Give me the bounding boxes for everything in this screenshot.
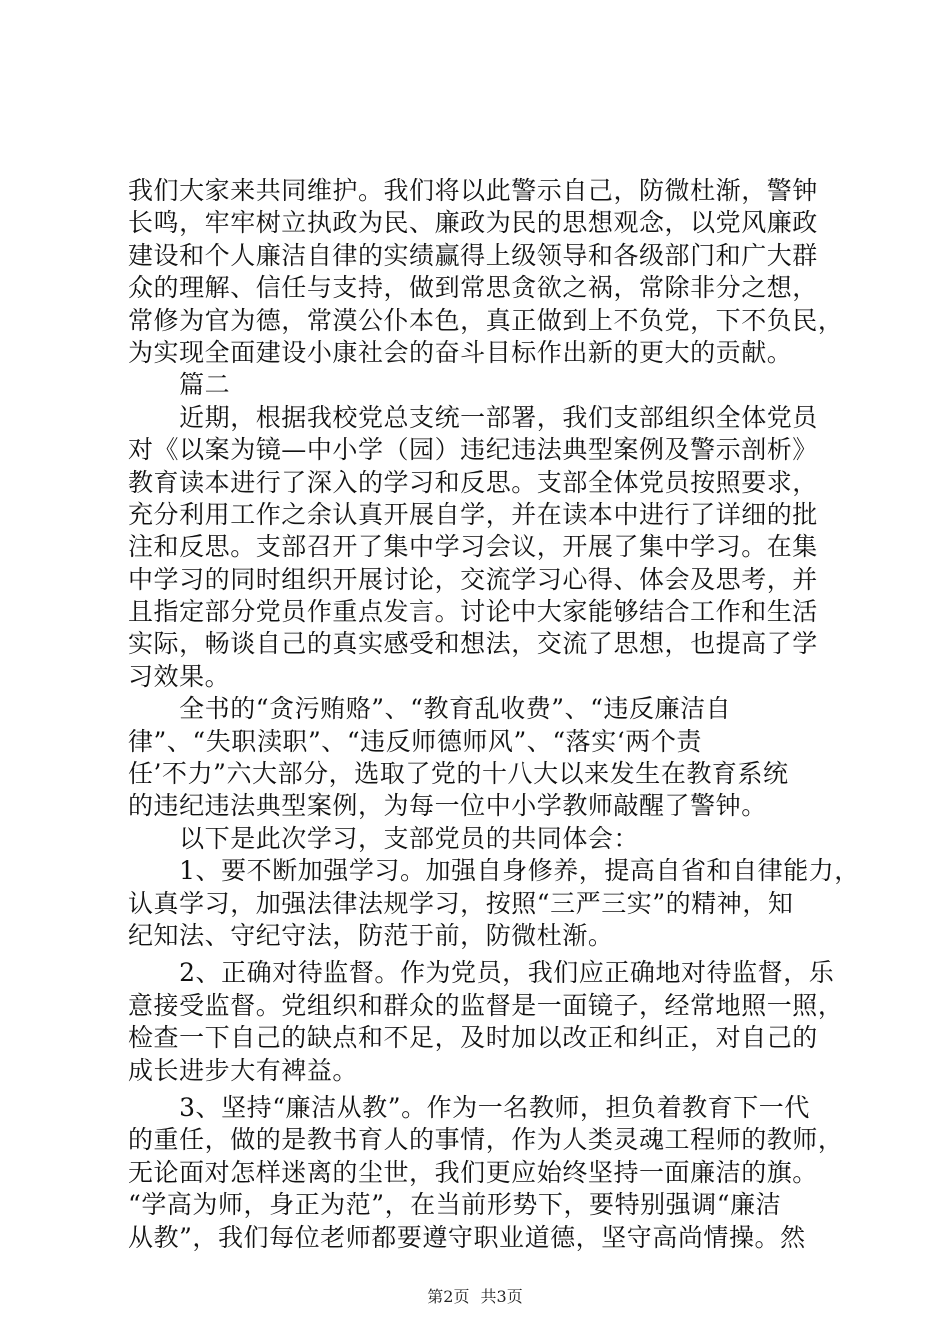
- text-line: 从教”，我们每位老师都要遵守职业道德，坚守高尚情操。然: [128, 1222, 806, 1252]
- text-line: 的重任，做的是教书育人的事情，作为人类灵魂工程师的教师，: [128, 1125, 844, 1155]
- text-line: 近期，根据我校党总支统一部署，我们支部组织全体党员: [128, 402, 818, 432]
- page-total: 共3页: [480, 1287, 523, 1306]
- text-line: 2、正确对待监督。作为党员，我们应正确地对待监督，乐: [128, 958, 835, 988]
- text-line: 检查一下自己的缺点和不足，及时加以改正和纠正，对自己的: [128, 1023, 818, 1053]
- text-line: 常修为官为德，常漠公仆本色，真正做到上不负党，下不负民，: [128, 305, 844, 335]
- text-line: “学高为师，身正为范”，在当前形势下，要特别强调“廉洁: [128, 1190, 782, 1220]
- text-line: 纪知法、守纪守法，防范于前，防微杜渐。: [128, 920, 614, 950]
- section-heading: 篇二: [128, 370, 231, 400]
- text-line: 建设和个人廉洁自律的实绩赢得上级领导和各级部门和广大群: [128, 240, 818, 270]
- text-line: 我们大家来共同维护。我们将以此警示自己，防微杜渐，警钟: [128, 176, 818, 205]
- document-body: [128, 175, 860, 1254]
- text-line: 实际，畅谈自己的真实感受和想法，交流了思想，也提高了学: [128, 629, 818, 659]
- text-line: 3、坚持“廉洁从教”。作为一名教师，担负着教育下一代: [128, 1092, 810, 1122]
- text-line: 为实现全面建设小康社会的奋斗目标作出新的更大的贡献。: [128, 337, 793, 367]
- text-line: 认真学习，加强法律法规学习，按照“三严三实”的精神，知: [128, 888, 794, 918]
- text-line: 律”、“失职渎职”、“违反师德师风”、“落实‘两个责: [128, 726, 702, 756]
- text-line: 以下是此次学习，支部党员的共同体会：: [128, 823, 640, 853]
- text-line: 充分利用工作之余认真开展自学，并在读本中进行了详细的批: [128, 499, 818, 529]
- text-line: 众的理解、信任与支持，做到常思贪欲之祸，常除非分之想，: [128, 273, 818, 303]
- text-line: 的违纪违法典型案例，为每一位中小学教师敲醒了警钟。: [128, 791, 767, 821]
- text-line: 注和反思。支部召开了集中学习会议，开展了集中学习。在集: [128, 532, 818, 562]
- text-line: 1、要不断加强学习。加强自身修养，提高自省和自律能力，: [128, 856, 860, 886]
- text-line: 长鸣，牢牢树立执政为民、廉政为民的思想观念，以党风廉政: [128, 208, 818, 238]
- page-number: 第2页: [427, 1287, 470, 1306]
- text-line: 且指定部分党员作重点发言。讨论中大家能够结合工作和生活: [128, 597, 818, 627]
- text-line: 习效果。: [128, 661, 231, 691]
- text-line: 全书的“贪污贿赂”、“教育乱收费”、“违反廉洁自: [128, 694, 732, 724]
- text-line: 教育读本进行了深入的学习和反思。支部全体党员按照要求，: [128, 467, 818, 497]
- text-line: 成长进步大有裨益。: [128, 1055, 358, 1085]
- text-line: 对《以案为镜—中小学（园）违纪违法典型案例及警示剖析》: [128, 435, 818, 465]
- page-footer: [0, 1284, 950, 1307]
- text-line: 意接受监督。党组织和群众的监督是一面镜子，经常地照一照，: [128, 990, 844, 1020]
- text-line: 无论面对怎样迷离的尘世，我们更应始终坚持一面廉洁的旗。: [128, 1157, 818, 1187]
- text-line: 任’不力”六大部分，选取了党的十八大以来发生在教育系统: [128, 759, 789, 789]
- text-line: 中学习的同时组织开展讨论，交流学习心得、体会及思考，并: [128, 564, 818, 594]
